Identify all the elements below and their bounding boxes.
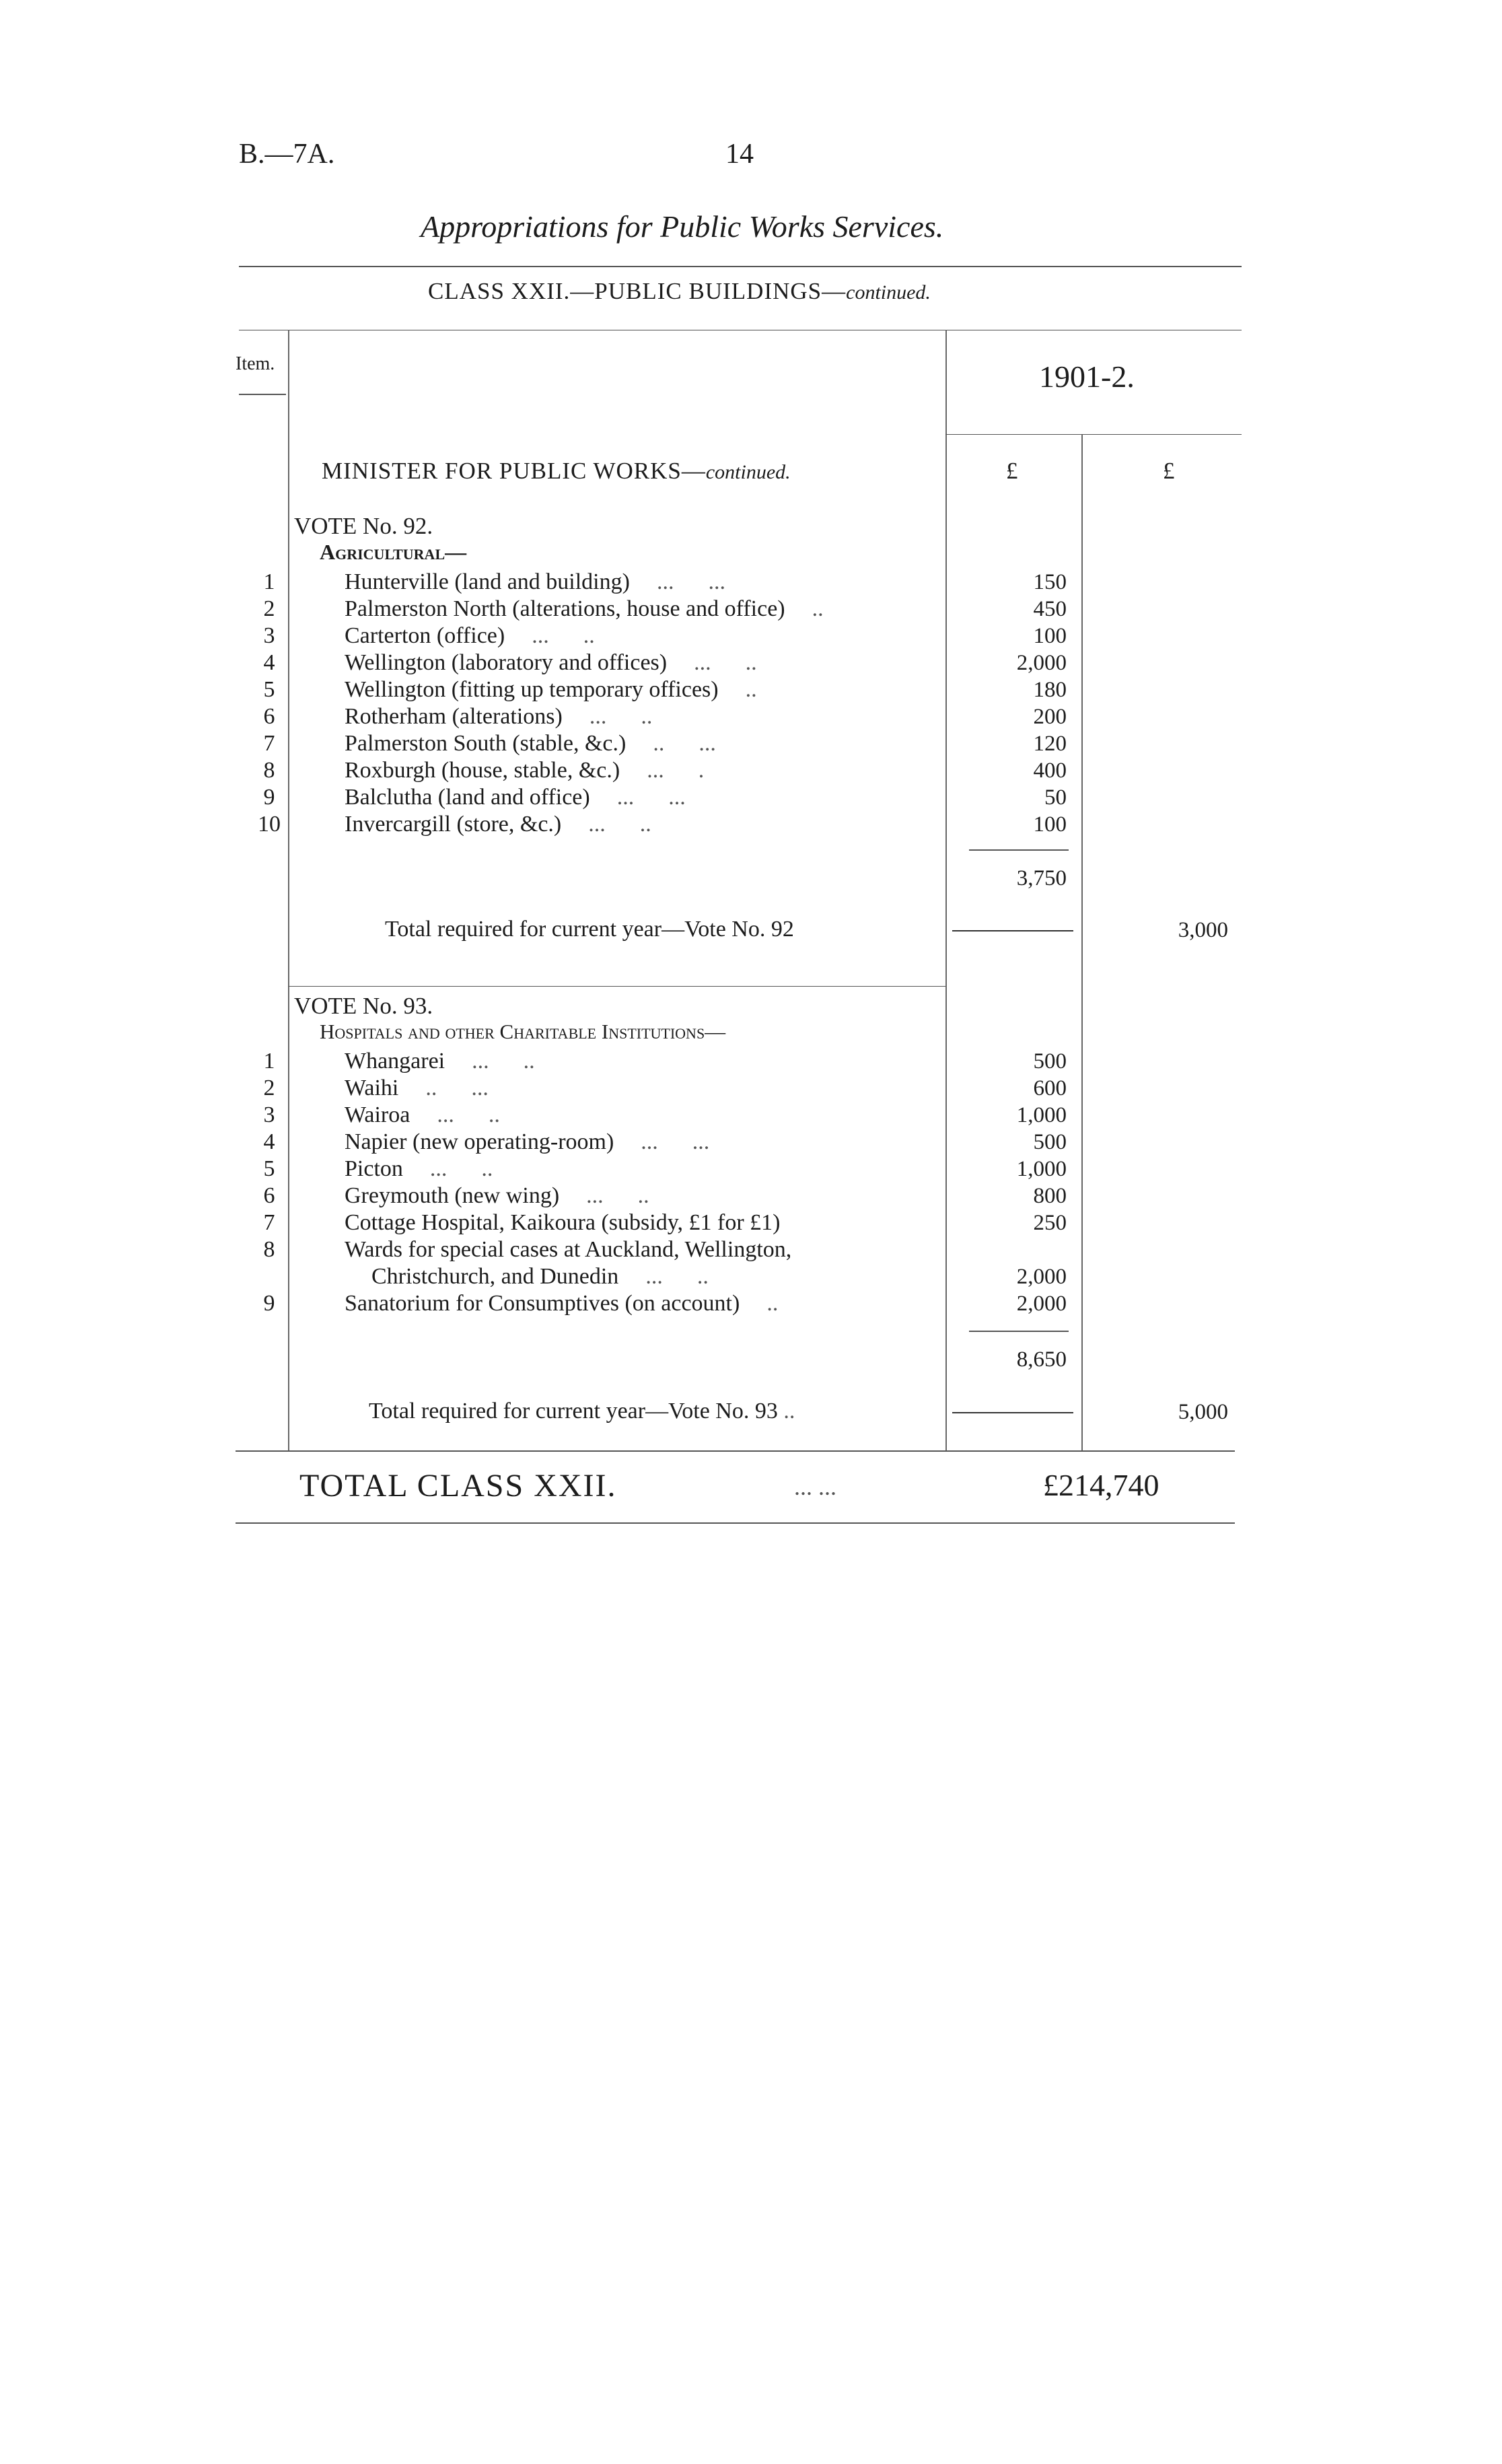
- table-row: [345, 730, 716, 757]
- item-number: 1: [263, 569, 275, 594]
- table-row: [345, 1156, 493, 1183]
- dot-leader: ... ...: [616, 785, 686, 810]
- item-description: Waihi: [345, 1076, 399, 1100]
- vote-93-subtotal-rule: [969, 1331, 1069, 1332]
- item-amount: 50: [1044, 785, 1067, 810]
- table-row: [345, 757, 704, 784]
- item-amount: 1,000: [1016, 1157, 1067, 1181]
- item-description: Cottage Hospital, Kaikoura (subsidy, £1 for £1): [345, 1210, 781, 1235]
- table-row: [345, 676, 757, 703]
- table-row: [345, 1290, 778, 1317]
- item-description: Picton: [345, 1156, 403, 1181]
- item-description: Whangarei: [345, 1049, 445, 1073]
- item-number: 8: [263, 758, 275, 783]
- table-row: [345, 1236, 791, 1263]
- item-number: 9: [263, 785, 275, 810]
- grand-total-amount: £214,740: [1043, 1468, 1159, 1502]
- class-heading-main: CLASS XXII.—PUBLIC BUILDINGS—: [428, 278, 847, 304]
- item-number: 5: [263, 677, 275, 702]
- dot-leader: ... ..: [645, 1264, 709, 1289]
- table-bottom-rule: [236, 1450, 1235, 1452]
- table-row: [345, 784, 686, 811]
- dot-leader: ..: [766, 1291, 779, 1316]
- item-description: Napier (new operating-room): [345, 1129, 614, 1154]
- item-amount: 200: [1033, 705, 1067, 729]
- class-heading: [428, 278, 931, 305]
- grand-total-label: TOTAL CLASS XXII.: [299, 1468, 617, 1504]
- item-amount: 150: [1033, 570, 1067, 594]
- currency-symbol-right: £: [1163, 458, 1175, 484]
- minister-heading-suffix: continued.: [705, 461, 791, 483]
- item-number: 5: [263, 1156, 275, 1181]
- dot-leader: ... ...: [641, 1129, 710, 1154]
- item-amount: 100: [1033, 812, 1067, 837]
- class-heading-suffix: continued.: [846, 281, 931, 304]
- dot-leader: .. ...: [653, 731, 716, 756]
- item-number: 9: [263, 1291, 275, 1316]
- item-number: 1: [263, 1049, 275, 1073]
- item-number: 4: [263, 650, 275, 675]
- dot-leader: ... ...: [656, 569, 725, 594]
- item-amount: 2,000: [1016, 651, 1067, 675]
- running-title: Appropriations for Public Works Services.: [421, 209, 944, 244]
- item-description: Palmerston South (stable, &c.): [345, 731, 627, 756]
- dot-leader: ... ..: [588, 812, 651, 837]
- item-amount: 450: [1033, 597, 1067, 621]
- vote-92-title: VOTE No. 92.: [294, 513, 433, 539]
- dot-leader: ..: [812, 596, 824, 621]
- item-description: Carterton (office): [345, 623, 505, 648]
- item-description: Invercargill (store, &c.): [345, 812, 562, 837]
- table-row: [345, 811, 651, 838]
- vote-92-subtotal-rule: [969, 849, 1069, 851]
- vote-93-total-dash: [952, 1412, 1073, 1413]
- item-amount: 500: [1033, 1049, 1067, 1073]
- header-rule: [239, 266, 1242, 267]
- grand-total-rule: [236, 1522, 1235, 1524]
- dot-leader: ... ..: [589, 704, 653, 729]
- vote-93-title: VOTE No. 93.: [294, 993, 433, 1019]
- grand-total-leader: ... ...: [794, 1473, 836, 1500]
- dot-leader: ... ..: [472, 1049, 535, 1073]
- item-number: 10: [258, 812, 281, 837]
- item-number: 6: [263, 1183, 275, 1208]
- minister-heading: [322, 458, 791, 485]
- table-row: [345, 569, 725, 596]
- currency-symbol-left: £: [1006, 458, 1018, 484]
- item-description: Greymouth (new wing): [345, 1183, 560, 1208]
- dot-leader: ... ..: [694, 650, 757, 675]
- year-header-rule: [945, 434, 1242, 435]
- table-row: [345, 1102, 500, 1129]
- dot-leader: .. ...: [425, 1076, 489, 1100]
- table-row: [345, 623, 595, 649]
- total-column-rule: [1081, 434, 1083, 1450]
- dot-leader: ... ..: [429, 1156, 493, 1181]
- item-description: Roxburgh (house, stable, &c.): [345, 758, 620, 783]
- table-row: [345, 1075, 489, 1102]
- table-row: [345, 1183, 649, 1209]
- item-description-continued: Christchurch, and Dunedin: [371, 1264, 619, 1289]
- table-row-continuation: [371, 1263, 709, 1290]
- dot-leader: ... ..: [532, 623, 595, 648]
- item-amount: 2,000: [1016, 1265, 1067, 1289]
- item-description: Wellington (fitting up temporary offices): [345, 677, 719, 702]
- table-row: [345, 703, 652, 730]
- vote-92-total-dash: [952, 930, 1073, 931]
- item-amount: 600: [1033, 1076, 1067, 1100]
- item-column-rule: [288, 330, 289, 1450]
- item-amount: 800: [1033, 1184, 1067, 1208]
- item-amount: 2,000: [1016, 1292, 1067, 1316]
- item-amount: 500: [1033, 1130, 1067, 1154]
- dot-leader: ... ..: [437, 1102, 500, 1127]
- item-number: 2: [263, 596, 275, 621]
- item-description: Balclutha (land and office): [345, 785, 590, 810]
- item-description: Sanatorium for Consumptives (on account): [345, 1291, 740, 1316]
- item-number: 3: [263, 623, 275, 648]
- item-amount: 180: [1033, 678, 1067, 702]
- document-reference: B.—7A.: [239, 139, 335, 170]
- vote-92-total-text: Total required for current year—Vote No. 92: [385, 917, 794, 942]
- dot-leader: ..: [745, 677, 757, 702]
- item-description: Wellington (laboratory and offices): [345, 650, 668, 675]
- item-description: Wards for special cases at Auckland, Wellington,: [345, 1237, 792, 1262]
- item-header-underline: [239, 394, 286, 395]
- item-amount: 400: [1033, 759, 1067, 783]
- vote-93-total-amount: 5,000: [1178, 1400, 1228, 1424]
- table-row: [345, 1129, 709, 1156]
- vote-93-total-leader: ..: [783, 1399, 795, 1423]
- year-header: 1901-2.: [1039, 359, 1135, 394]
- item-description: Hunterville (land and building): [345, 569, 630, 594]
- item-number: 8: [263, 1237, 275, 1262]
- item-number: 6: [263, 704, 275, 729]
- item-amount: 120: [1033, 732, 1067, 756]
- item-number: 7: [263, 1210, 275, 1235]
- item-description: Wairoa: [345, 1102, 410, 1127]
- dot-leader: ... .: [647, 758, 705, 783]
- item-amount: 250: [1033, 1211, 1067, 1235]
- vote-92-total-label: [385, 917, 794, 942]
- table-row: [345, 596, 824, 623]
- item-column-header: Item.: [236, 353, 275, 374]
- item-number: 3: [263, 1102, 275, 1127]
- vote-92-section: Agricultural—: [320, 540, 467, 564]
- table-row: [345, 1048, 535, 1075]
- vote-93-total-label: [369, 1399, 795, 1424]
- vote-93-total-text: Total required for current year—Vote No. 93: [369, 1399, 778, 1423]
- item-amount: 100: [1033, 624, 1067, 648]
- item-description: Rotherham (alterations): [345, 704, 563, 729]
- item-amount: 1,000: [1016, 1103, 1067, 1127]
- table-row: [345, 649, 757, 676]
- item-number: 2: [263, 1076, 275, 1100]
- item-number: 7: [263, 731, 275, 756]
- item-description: Palmerston North (alterations, house and office): [345, 596, 785, 621]
- vote-93-section: Hospitals and other Charitable Institutions—: [320, 1020, 726, 1043]
- vote-92-total-amount: 3,000: [1178, 918, 1228, 942]
- vote-92-subtotal: 3,750: [1016, 866, 1067, 890]
- table-row: [345, 1209, 807, 1236]
- item-number: 4: [263, 1129, 275, 1154]
- vote-93-subtotal: 8,650: [1016, 1347, 1067, 1372]
- dot-leader: ... ..: [586, 1183, 649, 1208]
- minister-heading-main: MINISTER FOR PUBLIC WORKS—: [322, 458, 706, 484]
- vote-separator-rule: [288, 986, 945, 987]
- page-number: 14: [725, 139, 754, 170]
